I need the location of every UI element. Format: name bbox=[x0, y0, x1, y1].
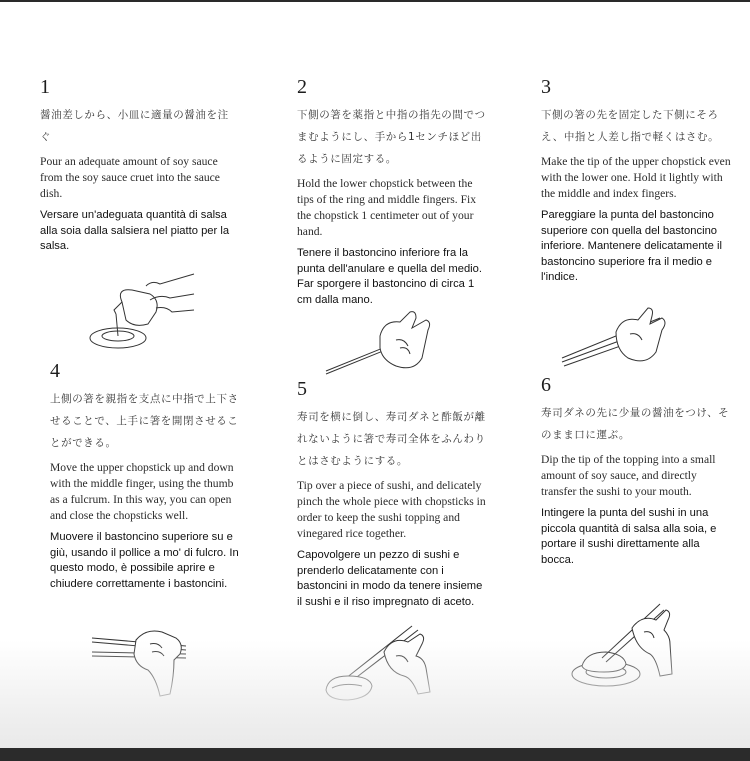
step-2 bbox=[297, 76, 487, 308]
step-5 bbox=[297, 378, 487, 610]
hand-holding-both-chopsticks-icon bbox=[560, 304, 680, 370]
step-japanese-text: 下側の箸の先を固定した下側にそろえ、中指と人差し指で軽くはさむ。 bbox=[541, 109, 720, 143]
bottom-shade bbox=[0, 640, 750, 748]
step-english-text: Pour an adequate amount of soy sauce from the soy sauce cruet into the sauce dish. bbox=[40, 155, 220, 200]
step-italian-text: Tenere il bastoncino inferiore fra la punta dell'anulare e quella del medio. Far sporgere il bastoncino di circa 1 cm dalla mano. bbox=[297, 247, 482, 306]
step-japanese-text: 醤油差しから、小皿に適量の醤油を注ぐ bbox=[40, 109, 229, 143]
step-english-text: Make the tip of the upper chopstick even with the lower one. Hold it lightly with the middle and index fingers. bbox=[541, 155, 731, 200]
step-english-text: Move the upper chopstick up and down with the middle finger, using the thumb as a fulcrum. In this way, you can open and close the chopsticks well. bbox=[50, 461, 234, 522]
step-1 bbox=[40, 76, 230, 255]
step-japanese-text: 寿司ダネの先に少量の醤油をつけ、そのまま口に運ぶ。 bbox=[541, 407, 730, 441]
step-4 bbox=[50, 360, 240, 592]
step-english-text: Hold the lower chopstick between the tips of the ring and middle fingers. Fix the chopstick 1 centimeter out of your hand. bbox=[297, 177, 477, 238]
step-italian-text: Pareggiare la punta del bastoncino superiore con quella del bastoncino inferiore. Mantenere delicatamente il bastoncino superiore fra il medio e l'indice. bbox=[541, 209, 722, 283]
bottom-bar bbox=[0, 748, 750, 761]
step-english-text: Dip the tip of the topping into a small amount of soy sauce, and directly transfer the sushi to your mouth. bbox=[541, 453, 716, 498]
step-italian-text: Versare un'adeguata quantità di salsa alla soia dalla salsiera nel piatto per la salsa. bbox=[40, 209, 230, 252]
step-number: 4 bbox=[50, 360, 60, 382]
step-number: 6 bbox=[541, 374, 551, 396]
step-number: 1 bbox=[40, 76, 50, 98]
step-italian-text: Muovere il bastoncino superiore su e giù, usando il pollice a mo' di fulcro. In questo modo, è possibile aprire e chiudere correttamente i bastoncini. bbox=[50, 531, 239, 590]
hand-holding-lower-chopstick-icon bbox=[322, 310, 452, 382]
step-number: 3 bbox=[541, 76, 551, 98]
step-english-text: Tip over a piece of sushi, and delicately pinch the whole piece with chopsticks in order to keep the sushi topping and vinegared rice together. bbox=[297, 479, 486, 540]
step-number: 5 bbox=[297, 378, 307, 400]
step-italian-text: Intingere la punta del sushi in una piccola quantità di salsa alla soia, e portare il sushi direttamente alla bocca. bbox=[541, 507, 717, 566]
top-rule bbox=[0, 0, 750, 2]
step-japanese-text: 寿司を横に倒し、寿司ダネと酢飯が離れないように箸で寿司全体をふんわりとはさむようにする。 bbox=[297, 411, 486, 467]
step-japanese-text: 下側の箸を薬指と中指の指先の間でつまむようにし、手から1センチほど出るように固定する。 bbox=[297, 109, 486, 165]
step-3 bbox=[541, 76, 731, 286]
soy-sauce-cruet-pouring-icon bbox=[86, 272, 206, 362]
step-6 bbox=[541, 374, 731, 568]
step-italian-text: Capovolgere un pezzo di sushi e prenderlo delicatamente con i bastoncini in modo da tenere insieme il sushi e il riso impregnato di aceto. bbox=[297, 549, 483, 608]
step-number: 2 bbox=[297, 76, 307, 98]
step-japanese-text: 上側の箸を親指を支点に中指で上下させることで、上手に箸を開閉させることができる。 bbox=[50, 393, 239, 449]
